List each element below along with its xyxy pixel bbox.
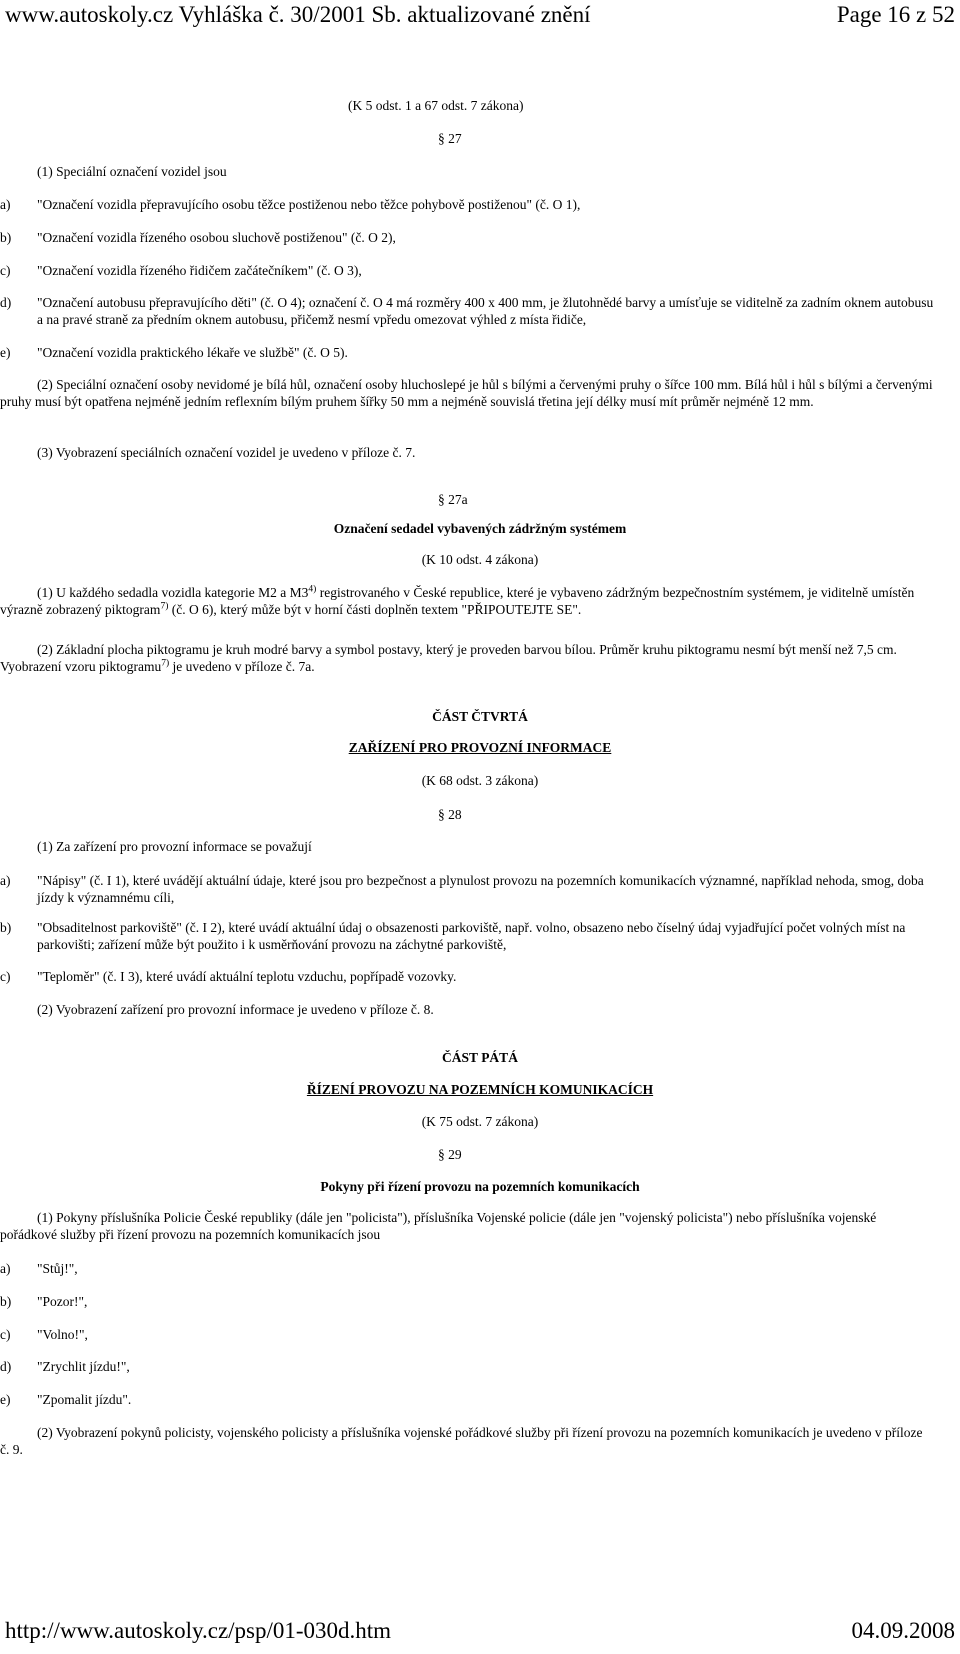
list-item: e) "Zpomalit jízdu". — [0, 1392, 132, 1407]
list-item: b) "Označení vozidla řízeného osobou sluchově postiženou" (č. O 2), — [0, 230, 396, 245]
s29-number: § 29 — [438, 1147, 462, 1162]
list-item: c) "Volno!", — [0, 1327, 88, 1342]
part4-reference: (K 68 odst. 3 zákona) — [421, 773, 539, 788]
s27a-number: § 27a — [438, 492, 468, 507]
list-item: a) "Stůj!", — [0, 1261, 78, 1276]
part4-subtitle: ZAŘÍZENÍ PRO PROVOZNÍ INFORMACE — [348, 740, 612, 755]
s28-paragraph-2: (2) Vyobrazení zařízení pro provozní informace je uvedeno v příloze č. 8. — [37, 1002, 434, 1017]
footer-date: 04.09.2008 — [851, 1618, 955, 1643]
s28-number: § 28 — [438, 807, 462, 822]
part5-title: ČÁST PÁTÁ — [442, 1050, 518, 1065]
s27a-paragraph-1: (1) U každého sedadla vozidla kategorie M2 a M3$^{4)}$ registrovaného v České republice, které je vybaveno zádržným bezpečnostním systémem, je viditelně umístěn výrazně zobrazený piktogram$^{7)}$ (č. O 6), který může být v horní části doplněn textem "PŘIPOUTEJTE SE". — [0, 584, 915, 617]
s27-paragraph-3: (3) Vyobrazení speciálních označení vozidel je uvedeno v příloze č. 7. — [37, 445, 416, 460]
s27a-title: Označení sedadel vybavených zádržným systémem — [333, 521, 627, 536]
list-item: c) "Teploměr" (č. I 3), které uvádí aktuální teplotu vzduchu, popřípadě vozovky. — [0, 969, 457, 984]
part5-reference: (K 75 odst. 7 zákona) — [421, 1114, 539, 1129]
list-item: b) "Pozor!", — [0, 1294, 88, 1309]
list-item: c) "Označení vozidla řízeného řidičem začátečníkem" (č. O 3), — [0, 263, 362, 278]
page-footer — [0, 1616, 960, 1650]
list-item: a) "Označení vozidla přepravujícího osobu těžce postiženou nebo těžce pohybově postiženou" (č. O 1), — [0, 197, 581, 212]
s27a-reference: (K 10 odst. 4 zákona) — [421, 552, 539, 567]
list-item: d) "Zrychlit jízdu!", — [0, 1359, 130, 1374]
page-header — [0, 0, 960, 34]
s27-intro: (1) Speciální označení vozidel jsou — [37, 164, 227, 179]
s27-paragraph-2: (2) Speciální označení osoby nevidomé je bílá hůl, označení osoby hluchoslepé je hůl s bílými a červenými pruhy o šířce 100 mm. Bílá hůl i hůl s bílými a červenými pruhy musí být opatřena nejméně jedním reflexním bílým pruhem šířky 50 mm a nejméně souvislá třetina její délky musí mít průměr nejméně 12 mm. — [0, 377, 933, 409]
s28-intro: (1) Za zařízení pro provozní informace se považují — [37, 839, 312, 854]
list-item: e) "Označení vozidla praktického lékaře ve službě" (č. O 5). — [0, 345, 348, 360]
s27-number: § 27 — [438, 131, 462, 146]
list-item: b) "Obsaditelnost parkoviště" (č. I 2), které uvádí aktuální údaj o obsazenosti parkoviště, např. volno, obsazeno nebo číselný údaj vyjadřující počet volných míst na parkovišti; zařízení může být použito i k usměrňování provozu na záchytné parkoviště, — [0, 920, 906, 952]
s29-heading: Pokyny při řízení provozu na pozemních komunikacích — [320, 1179, 640, 1194]
part5-subtitle: ŘÍZENÍ PROVOZU NA POZEMNÍCH KOMUNIKACÍCH — [306, 1082, 654, 1097]
s29-paragraph-2: (2) Vyobrazení pokynů policisty, vojenského policisty a příslušníka vojenské pořádkové služby při řízení provozu na pozemních komunikacích je uvedeno v příloze č. 9. — [0, 1425, 923, 1457]
list-item: a) "Nápisy" (č. I 1), které uvádějí aktuální údaje, které jsou pro bezpečnost a plynulost provozu na pozemních komunikacích významné, například nehoda, smog, doba jízdy k významnému cíli, — [0, 873, 924, 905]
s27-reference: (K 5 odst. 1 a 67 odst. 7 zákona) — [348, 98, 524, 113]
list-item: d) "Označení autobusu přepravujícího děti" (č. O 4); označení č. O 4 má rozměry 400 x 400 mm, je žlutohnědé barvy a umísťuje se viditelně za zadním oknem autobusu a na pravé straně za předním oknem autobusu, přičemž nesmí vpředu omezovat výhled z místa řidiče, — [0, 295, 934, 327]
footer-url: http://www.autoskoly.cz/psp/01-030d.htm — [5, 1618, 392, 1643]
s27a-paragraph-2: (2) Základní plocha piktogramu je kruh modré barvy a symbol postavy, který je proveden barvou bílou. Průměr kruhu piktogramu nesmí být menší než 7,5 cm. Vyobrazení vzoru piktogramu$^{7)}$ je uvedeno v příloze č. 7a. — [0, 642, 897, 674]
header-source: www.autoskoly.cz Vyhláška č. 30/2001 Sb. aktualizované znění — [5, 2, 591, 27]
s29-paragraph-1: (1) Pokyny příslušníka Policie České republiky (dále jen "policista"), příslušníka Vojenské policie (dále jen "vojenský policista") nebo příslušníka vojenské pořádkové služby při řízení provozu na pozemních komunikacích jsou — [0, 1210, 877, 1242]
header-page-number: Page 16 z 52 — [836, 2, 955, 27]
part4-title: ČÁST ČTVRTÁ — [432, 709, 528, 724]
